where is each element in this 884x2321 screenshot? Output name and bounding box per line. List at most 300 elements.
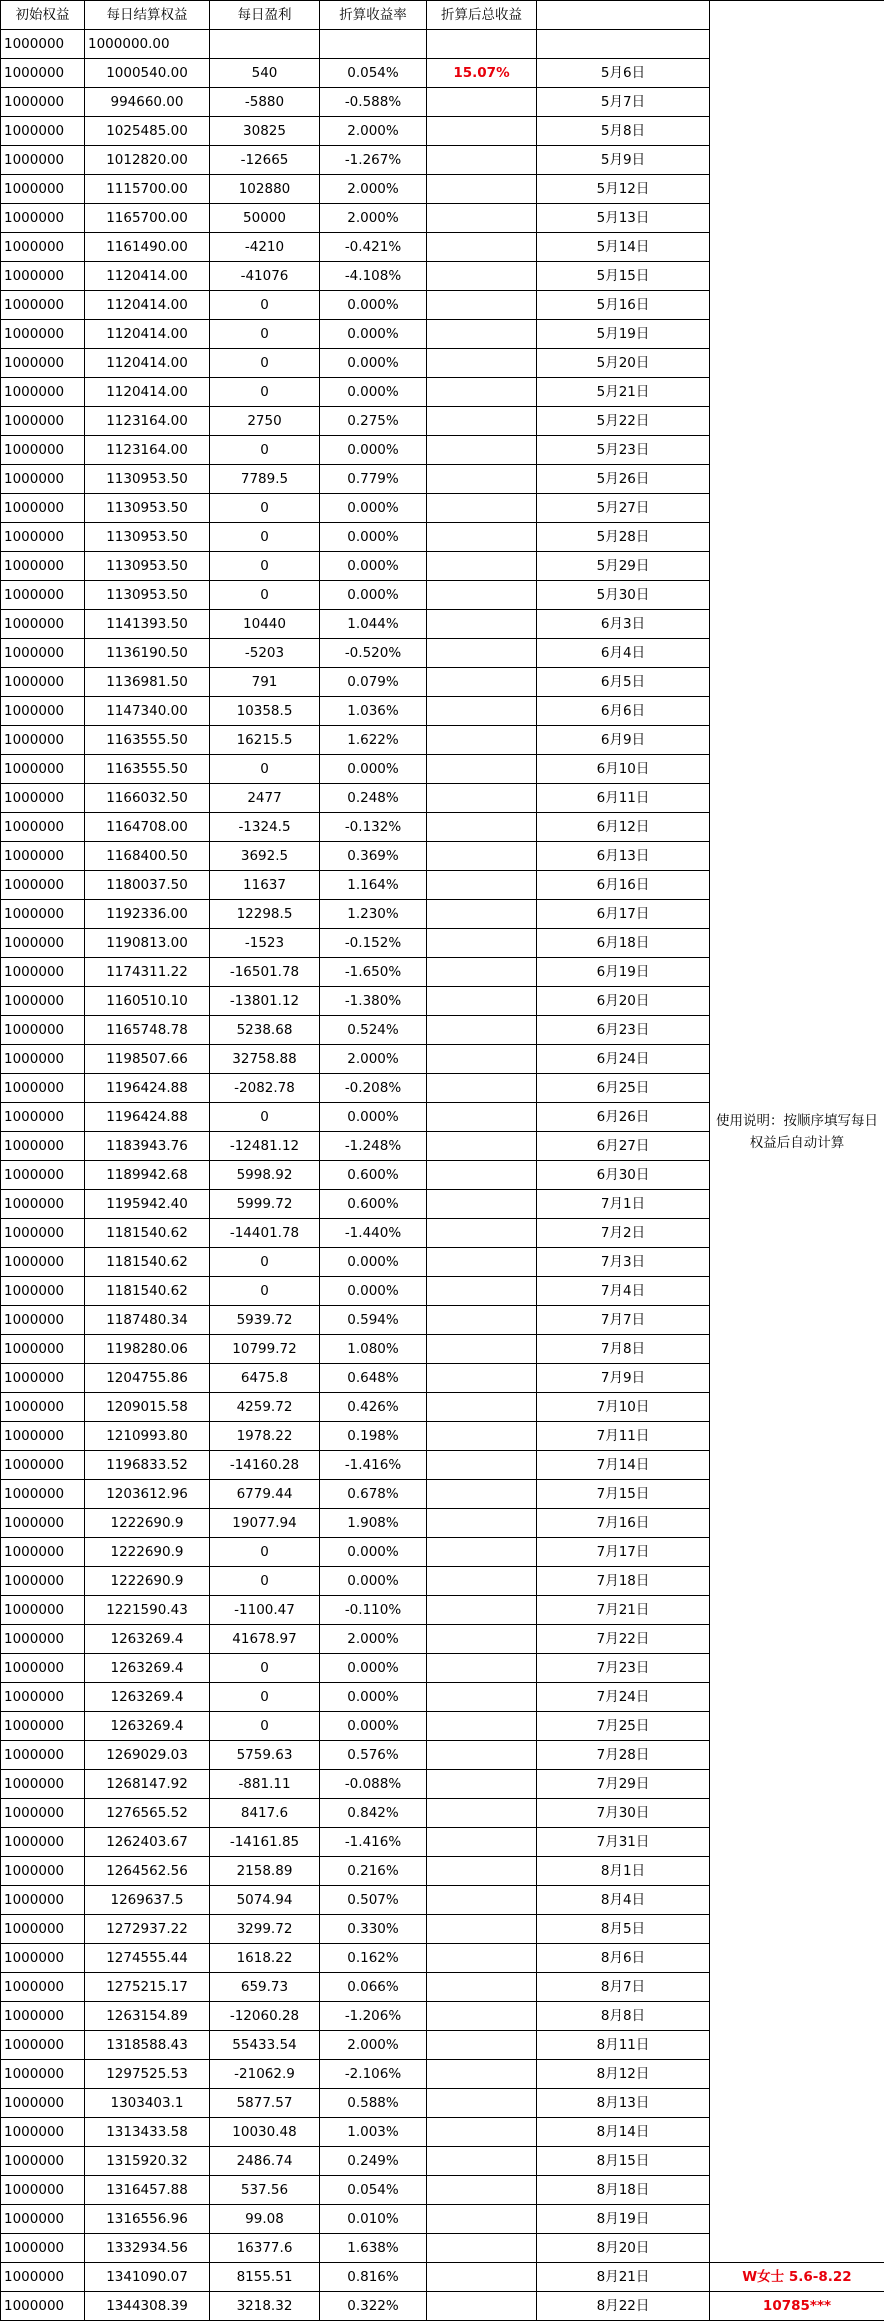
initial-equity-cell[interactable]: 1000000 bbox=[1, 726, 85, 755]
date-cell[interactable]: 5月23日 bbox=[537, 436, 710, 465]
profit-cell[interactable]: 0 bbox=[210, 1567, 320, 1596]
settled-equity-cell[interactable]: 1344308.39 bbox=[85, 2292, 210, 2321]
date-cell[interactable]: 7月15日 bbox=[537, 1480, 710, 1509]
date-cell[interactable]: 7月25日 bbox=[537, 1712, 710, 1741]
settled-equity-cell[interactable]: 1187480.34 bbox=[85, 1306, 210, 1335]
date-cell[interactable]: 5月6日 bbox=[537, 59, 710, 88]
return-rate-cell[interactable]: -1.380% bbox=[320, 987, 427, 1016]
settled-equity-cell[interactable]: 1303403.1 bbox=[85, 2089, 210, 2118]
settled-equity-cell[interactable]: 1316457.88 bbox=[85, 2176, 210, 2205]
total-return-cell[interactable] bbox=[427, 1277, 537, 1306]
date-cell[interactable]: 8月6日 bbox=[537, 1944, 710, 1973]
initial-equity-cell[interactable]: 1000000 bbox=[1, 117, 85, 146]
initial-equity-cell[interactable]: 1000000 bbox=[1, 1828, 85, 1857]
total-return-cell[interactable]: 15.07% bbox=[427, 59, 537, 88]
total-return-cell[interactable] bbox=[427, 813, 537, 842]
date-cell[interactable]: 6月26日 bbox=[537, 1103, 710, 1132]
profit-cell[interactable]: 5999.72 bbox=[210, 1190, 320, 1219]
total-return-cell[interactable] bbox=[427, 1654, 537, 1683]
total-return-cell[interactable] bbox=[427, 755, 537, 784]
settled-equity-cell[interactable]: 1147340.00 bbox=[85, 697, 210, 726]
initial-equity-cell[interactable]: 1000000 bbox=[1, 668, 85, 697]
date-cell[interactable]: 7月2日 bbox=[537, 1219, 710, 1248]
initial-equity-cell[interactable]: 1000000 bbox=[1, 88, 85, 117]
profit-cell[interactable]: -12060.28 bbox=[210, 2002, 320, 2031]
profit-cell[interactable]: -16501.78 bbox=[210, 958, 320, 987]
initial-equity-cell[interactable]: 1000000 bbox=[1, 1857, 85, 1886]
return-rate-cell[interactable]: -1.650% bbox=[320, 958, 427, 987]
initial-equity-cell[interactable]: 1000000 bbox=[1, 1161, 85, 1190]
date-cell[interactable]: 8月1日 bbox=[537, 1857, 710, 1886]
date-cell[interactable]: 7月4日 bbox=[537, 1277, 710, 1306]
total-return-cell[interactable] bbox=[427, 1422, 537, 1451]
initial-equity-cell[interactable]: 1000000 bbox=[1, 2118, 85, 2147]
settled-equity-cell[interactable]: 1275215.17 bbox=[85, 1973, 210, 2002]
total-return-cell[interactable] bbox=[427, 1248, 537, 1277]
initial-equity-cell[interactable]: 1000000 bbox=[1, 1944, 85, 1973]
total-return-cell[interactable] bbox=[427, 1886, 537, 1915]
initial-equity-cell[interactable]: 1000000 bbox=[1, 842, 85, 871]
settled-equity-cell[interactable]: 1120414.00 bbox=[85, 378, 210, 407]
total-return-cell[interactable] bbox=[427, 987, 537, 1016]
total-return-cell[interactable] bbox=[427, 1161, 537, 1190]
date-cell[interactable]: 8月20日 bbox=[537, 2234, 710, 2263]
date-cell[interactable]: 6月3日 bbox=[537, 610, 710, 639]
initial-equity-cell[interactable]: 1000000 bbox=[1, 1770, 85, 1799]
total-return-cell[interactable] bbox=[427, 146, 537, 175]
total-return-cell[interactable] bbox=[427, 1625, 537, 1654]
return-rate-cell[interactable]: 0.248% bbox=[320, 784, 427, 813]
settled-equity-cell[interactable]: 1263269.4 bbox=[85, 1683, 210, 1712]
total-return-cell[interactable] bbox=[427, 668, 537, 697]
settled-equity-cell[interactable]: 1181540.62 bbox=[85, 1248, 210, 1277]
initial-equity-cell[interactable]: 1000000 bbox=[1, 2176, 85, 2205]
total-return-cell[interactable] bbox=[427, 2234, 537, 2263]
return-rate-cell[interactable]: 0.010% bbox=[320, 2205, 427, 2234]
return-rate-cell[interactable]: -0.588% bbox=[320, 88, 427, 117]
settled-equity-cell[interactable]: 1130953.50 bbox=[85, 523, 210, 552]
total-return-cell[interactable] bbox=[427, 581, 537, 610]
header-initial-equity[interactable]: 初始权益 bbox=[1, 1, 85, 30]
total-return-cell[interactable] bbox=[427, 1770, 537, 1799]
date-cell[interactable]: 5月8日 bbox=[537, 117, 710, 146]
profit-cell[interactable]: 2486.74 bbox=[210, 2147, 320, 2176]
return-rate-cell[interactable]: -1.206% bbox=[320, 2002, 427, 2031]
initial-equity-cell[interactable]: 1000000 bbox=[1, 1567, 85, 1596]
date-cell[interactable]: 6月18日 bbox=[537, 929, 710, 958]
settled-equity-cell[interactable]: 1120414.00 bbox=[85, 291, 210, 320]
initial-equity-cell[interactable]: 1000000 bbox=[1, 262, 85, 291]
initial-equity-cell[interactable]: 1000000 bbox=[1, 1306, 85, 1335]
profit-cell[interactable]: 791 bbox=[210, 668, 320, 697]
return-rate-cell[interactable]: 1.908% bbox=[320, 1509, 427, 1538]
return-rate-cell[interactable]: 1.003% bbox=[320, 2118, 427, 2147]
profit-cell[interactable]: -1324.5 bbox=[210, 813, 320, 842]
total-return-cell[interactable] bbox=[427, 30, 537, 59]
settled-equity-cell[interactable]: 1123164.00 bbox=[85, 436, 210, 465]
total-return-cell[interactable] bbox=[427, 2147, 537, 2176]
profit-cell[interactable]: -5880 bbox=[210, 88, 320, 117]
settled-equity-cell[interactable]: 1000000.00 bbox=[85, 30, 210, 59]
date-cell[interactable]: 6月13日 bbox=[537, 842, 710, 871]
profit-cell[interactable]: 41678.97 bbox=[210, 1625, 320, 1654]
total-return-cell[interactable] bbox=[427, 1306, 537, 1335]
settled-equity-cell[interactable]: 1192336.00 bbox=[85, 900, 210, 929]
date-cell[interactable]: 5月15日 bbox=[537, 262, 710, 291]
return-rate-cell[interactable]: 0.000% bbox=[320, 523, 427, 552]
date-cell[interactable]: 8月18日 bbox=[537, 2176, 710, 2205]
total-return-cell[interactable] bbox=[427, 1480, 537, 1509]
date-cell[interactable]: 5月28日 bbox=[537, 523, 710, 552]
return-rate-cell[interactable]: 0.842% bbox=[320, 1799, 427, 1828]
date-cell[interactable]: 6月30日 bbox=[537, 1161, 710, 1190]
return-rate-cell[interactable]: 0.054% bbox=[320, 2176, 427, 2205]
total-return-cell[interactable] bbox=[427, 2263, 537, 2292]
initial-equity-cell[interactable]: 1000000 bbox=[1, 2147, 85, 2176]
date-cell[interactable]: 6月17日 bbox=[537, 900, 710, 929]
profit-cell[interactable]: -13801.12 bbox=[210, 987, 320, 1016]
settled-equity-cell[interactable]: 1222690.9 bbox=[85, 1509, 210, 1538]
return-rate-cell[interactable]: 0.216% bbox=[320, 1857, 427, 1886]
initial-equity-cell[interactable]: 1000000 bbox=[1, 987, 85, 1016]
profit-cell[interactable]: 0 bbox=[210, 320, 320, 349]
total-return-cell[interactable] bbox=[427, 117, 537, 146]
return-rate-cell[interactable]: -0.132% bbox=[320, 813, 427, 842]
profit-cell[interactable]: 55433.54 bbox=[210, 2031, 320, 2060]
total-return-cell[interactable] bbox=[427, 2176, 537, 2205]
total-return-cell[interactable] bbox=[427, 1219, 537, 1248]
settled-equity-cell[interactable]: 1196424.88 bbox=[85, 1103, 210, 1132]
total-return-cell[interactable] bbox=[427, 610, 537, 639]
header-daily-settled-equity[interactable]: 每日结算权益 bbox=[85, 1, 210, 30]
total-return-cell[interactable] bbox=[427, 523, 537, 552]
profit-cell[interactable]: -21062.9 bbox=[210, 2060, 320, 2089]
profit-cell[interactable]: 10358.5 bbox=[210, 697, 320, 726]
date-cell[interactable]: 5月16日 bbox=[537, 291, 710, 320]
settled-equity-cell[interactable]: 1268147.92 bbox=[85, 1770, 210, 1799]
return-rate-cell[interactable]: 0.000% bbox=[320, 581, 427, 610]
return-rate-cell[interactable]: 0.588% bbox=[320, 2089, 427, 2118]
initial-equity-cell[interactable]: 1000000 bbox=[1, 1132, 85, 1161]
profit-cell[interactable]: 5759.63 bbox=[210, 1741, 320, 1770]
profit-cell[interactable]: -2082.78 bbox=[210, 1074, 320, 1103]
return-rate-cell[interactable]: 2.000% bbox=[320, 2031, 427, 2060]
return-rate-cell[interactable]: 1.080% bbox=[320, 1335, 427, 1364]
initial-equity-cell[interactable]: 1000000 bbox=[1, 813, 85, 842]
profit-cell[interactable]: 0 bbox=[210, 291, 320, 320]
initial-equity-cell[interactable]: 1000000 bbox=[1, 1799, 85, 1828]
total-return-cell[interactable] bbox=[427, 929, 537, 958]
return-rate-cell[interactable]: -0.152% bbox=[320, 929, 427, 958]
return-rate-cell[interactable]: -0.208% bbox=[320, 1074, 427, 1103]
initial-equity-cell[interactable]: 1000000 bbox=[1, 581, 85, 610]
total-return-cell[interactable] bbox=[427, 958, 537, 987]
total-return-cell[interactable] bbox=[427, 2118, 537, 2147]
settled-equity-cell[interactable]: 1221590.43 bbox=[85, 1596, 210, 1625]
total-return-cell[interactable] bbox=[427, 1074, 537, 1103]
return-rate-cell[interactable]: 1.230% bbox=[320, 900, 427, 929]
initial-equity-cell[interactable]: 1000000 bbox=[1, 1886, 85, 1915]
return-rate-cell[interactable]: -1.440% bbox=[320, 1219, 427, 1248]
date-cell[interactable]: 7月16日 bbox=[537, 1509, 710, 1538]
initial-equity-cell[interactable]: 1000000 bbox=[1, 30, 85, 59]
settled-equity-cell[interactable]: 1120414.00 bbox=[85, 262, 210, 291]
total-return-cell[interactable] bbox=[427, 320, 537, 349]
total-return-cell[interactable] bbox=[427, 842, 537, 871]
profit-cell[interactable]: 5939.72 bbox=[210, 1306, 320, 1335]
initial-equity-cell[interactable]: 1000000 bbox=[1, 1393, 85, 1422]
initial-equity-cell[interactable]: 1000000 bbox=[1, 1364, 85, 1393]
total-return-cell[interactable] bbox=[427, 1741, 537, 1770]
profit-cell[interactable]: -14161.85 bbox=[210, 1828, 320, 1857]
profit-cell[interactable]: 1618.22 bbox=[210, 1944, 320, 1973]
initial-equity-cell[interactable]: 1000000 bbox=[1, 1973, 85, 2002]
date-cell[interactable]: 8月21日 bbox=[537, 2263, 710, 2292]
date-cell[interactable]: 8月5日 bbox=[537, 1915, 710, 1944]
profit-cell[interactable]: 3218.32 bbox=[210, 2292, 320, 2321]
settled-equity-cell[interactable]: 1166032.50 bbox=[85, 784, 210, 813]
profit-cell[interactable]: 12298.5 bbox=[210, 900, 320, 929]
date-cell[interactable]: 6月10日 bbox=[537, 755, 710, 784]
return-rate-cell[interactable]: -4.108% bbox=[320, 262, 427, 291]
total-return-cell[interactable] bbox=[427, 1190, 537, 1219]
profit-cell[interactable]: 10030.48 bbox=[210, 2118, 320, 2147]
initial-equity-cell[interactable]: 1000000 bbox=[1, 1625, 85, 1654]
settled-equity-cell[interactable]: 1297525.53 bbox=[85, 2060, 210, 2089]
return-rate-cell[interactable]: 2.000% bbox=[320, 117, 427, 146]
profit-cell[interactable]: 0 bbox=[210, 1654, 320, 1683]
settled-equity-cell[interactable]: 1272937.22 bbox=[85, 1915, 210, 1944]
profit-cell[interactable]: 50000 bbox=[210, 204, 320, 233]
initial-equity-cell[interactable]: 1000000 bbox=[1, 407, 85, 436]
initial-equity-cell[interactable]: 1000000 bbox=[1, 436, 85, 465]
header-return-rate[interactable]: 折算收益率 bbox=[320, 1, 427, 30]
total-return-cell[interactable] bbox=[427, 1828, 537, 1857]
settled-equity-cell[interactable]: 1161490.00 bbox=[85, 233, 210, 262]
settled-equity-cell[interactable]: 1181540.62 bbox=[85, 1219, 210, 1248]
settled-equity-cell[interactable]: 1210993.80 bbox=[85, 1422, 210, 1451]
settled-equity-cell[interactable]: 1190813.00 bbox=[85, 929, 210, 958]
return-rate-cell[interactable]: -2.106% bbox=[320, 2060, 427, 2089]
date-cell[interactable]: 7月21日 bbox=[537, 1596, 710, 1625]
date-cell[interactable]: 6月27日 bbox=[537, 1132, 710, 1161]
settled-equity-cell[interactable]: 1263269.4 bbox=[85, 1654, 210, 1683]
settled-equity-cell[interactable]: 1120414.00 bbox=[85, 349, 210, 378]
settled-equity-cell[interactable]: 1276565.52 bbox=[85, 1799, 210, 1828]
return-rate-cell[interactable]: 0.524% bbox=[320, 1016, 427, 1045]
date-cell[interactable]: 6月25日 bbox=[537, 1074, 710, 1103]
profit-cell[interactable] bbox=[210, 30, 320, 59]
date-cell[interactable]: 5月14日 bbox=[537, 233, 710, 262]
initial-equity-cell[interactable]: 1000000 bbox=[1, 175, 85, 204]
total-return-cell[interactable] bbox=[427, 494, 537, 523]
initial-equity-cell[interactable]: 1000000 bbox=[1, 929, 85, 958]
date-cell[interactable]: 5月9日 bbox=[537, 146, 710, 175]
date-cell[interactable]: 8月13日 bbox=[537, 2089, 710, 2118]
settled-equity-cell[interactable]: 1163555.50 bbox=[85, 726, 210, 755]
return-rate-cell[interactable]: 2.000% bbox=[320, 204, 427, 233]
return-rate-cell[interactable]: -0.110% bbox=[320, 1596, 427, 1625]
profit-cell[interactable]: 0 bbox=[210, 1248, 320, 1277]
profit-cell[interactable]: 0 bbox=[210, 1538, 320, 1567]
total-return-cell[interactable] bbox=[427, 1799, 537, 1828]
return-rate-cell[interactable]: 0.066% bbox=[320, 1973, 427, 2002]
date-cell[interactable]: 7月11日 bbox=[537, 1422, 710, 1451]
return-rate-cell[interactable]: 1.044% bbox=[320, 610, 427, 639]
profit-cell[interactable]: 8155.51 bbox=[210, 2263, 320, 2292]
initial-equity-cell[interactable]: 1000000 bbox=[1, 1480, 85, 1509]
profit-cell[interactable]: 16215.5 bbox=[210, 726, 320, 755]
profit-cell[interactable]: 10440 bbox=[210, 610, 320, 639]
settled-equity-cell[interactable]: 1000540.00 bbox=[85, 59, 210, 88]
settled-equity-cell[interactable]: 1269029.03 bbox=[85, 1741, 210, 1770]
date-cell[interactable]: 5月27日 bbox=[537, 494, 710, 523]
total-return-cell[interactable] bbox=[427, 2205, 537, 2234]
profit-cell[interactable]: 8417.6 bbox=[210, 1799, 320, 1828]
settled-equity-cell[interactable]: 1332934.56 bbox=[85, 2234, 210, 2263]
initial-equity-cell[interactable]: 1000000 bbox=[1, 1016, 85, 1045]
date-cell[interactable]: 7月30日 bbox=[537, 1799, 710, 1828]
initial-equity-cell[interactable]: 1000000 bbox=[1, 494, 85, 523]
settled-equity-cell[interactable]: 1174311.22 bbox=[85, 958, 210, 987]
return-rate-cell[interactable]: 0.594% bbox=[320, 1306, 427, 1335]
total-return-cell[interactable] bbox=[427, 465, 537, 494]
usage-note[interactable]: 使用说明：按顺序填写每日权益后自动计算 bbox=[710, 1, 884, 2263]
initial-equity-cell[interactable]: 1000000 bbox=[1, 1915, 85, 1944]
profit-cell[interactable]: 2750 bbox=[210, 407, 320, 436]
return-rate-cell[interactable]: 0.000% bbox=[320, 320, 427, 349]
total-return-cell[interactable] bbox=[427, 436, 537, 465]
profit-cell[interactable]: 0 bbox=[210, 1103, 320, 1132]
total-return-cell[interactable] bbox=[427, 1132, 537, 1161]
initial-equity-cell[interactable]: 1000000 bbox=[1, 233, 85, 262]
date-cell[interactable]: 5月22日 bbox=[537, 407, 710, 436]
settled-equity-cell[interactable]: 1222690.9 bbox=[85, 1538, 210, 1567]
return-rate-cell[interactable]: 0.275% bbox=[320, 407, 427, 436]
profit-cell[interactable]: 32758.88 bbox=[210, 1045, 320, 1074]
settled-equity-cell[interactable]: 1136981.50 bbox=[85, 668, 210, 697]
return-rate-cell[interactable]: 0.249% bbox=[320, 2147, 427, 2176]
profit-cell[interactable]: -14401.78 bbox=[210, 1219, 320, 1248]
initial-equity-cell[interactable]: 1000000 bbox=[1, 1683, 85, 1712]
initial-equity-cell[interactable]: 1000000 bbox=[1, 755, 85, 784]
profit-cell[interactable]: 3692.5 bbox=[210, 842, 320, 871]
date-cell[interactable]: 7月24日 bbox=[537, 1683, 710, 1712]
date-cell[interactable]: 8月7日 bbox=[537, 1973, 710, 2002]
return-rate-cell[interactable]: 0.600% bbox=[320, 1161, 427, 1190]
return-rate-cell[interactable]: 0.054% bbox=[320, 59, 427, 88]
initial-equity-cell[interactable]: 1000000 bbox=[1, 1596, 85, 1625]
settled-equity-cell[interactable]: 1196833.52 bbox=[85, 1451, 210, 1480]
initial-equity-cell[interactable]: 1000000 bbox=[1, 2292, 85, 2321]
date-cell[interactable]: 6月4日 bbox=[537, 639, 710, 668]
initial-equity-cell[interactable]: 1000000 bbox=[1, 1422, 85, 1451]
date-cell[interactable]: 6月23日 bbox=[537, 1016, 710, 1045]
profit-cell[interactable]: 5074.94 bbox=[210, 1886, 320, 1915]
settled-equity-cell[interactable]: 1164708.00 bbox=[85, 813, 210, 842]
total-return-cell[interactable] bbox=[427, 1596, 537, 1625]
initial-equity-cell[interactable]: 1000000 bbox=[1, 1045, 85, 1074]
date-cell[interactable]: 5月7日 bbox=[537, 88, 710, 117]
return-rate-cell[interactable]: 0.507% bbox=[320, 1886, 427, 1915]
initial-equity-cell[interactable]: 1000000 bbox=[1, 1538, 85, 1567]
initial-equity-cell[interactable]: 1000000 bbox=[1, 2002, 85, 2031]
settled-equity-cell[interactable]: 1263154.89 bbox=[85, 2002, 210, 2031]
total-return-cell[interactable] bbox=[427, 639, 537, 668]
profit-cell[interactable]: -881.11 bbox=[210, 1770, 320, 1799]
profit-cell[interactable]: 0 bbox=[210, 349, 320, 378]
settled-equity-cell[interactable]: 1130953.50 bbox=[85, 494, 210, 523]
settled-equity-cell[interactable]: 1318588.43 bbox=[85, 2031, 210, 2060]
return-rate-cell[interactable]: -0.088% bbox=[320, 1770, 427, 1799]
initial-equity-cell[interactable]: 1000000 bbox=[1, 2263, 85, 2292]
total-return-cell[interactable] bbox=[427, 2002, 537, 2031]
date-cell[interactable]: 7月1日 bbox=[537, 1190, 710, 1219]
settled-equity-cell[interactable]: 1316556.96 bbox=[85, 2205, 210, 2234]
profit-cell[interactable]: -4210 bbox=[210, 233, 320, 262]
settled-equity-cell[interactable]: 1141393.50 bbox=[85, 610, 210, 639]
settled-equity-cell[interactable]: 1130953.50 bbox=[85, 581, 210, 610]
settled-equity-cell[interactable]: 1136190.50 bbox=[85, 639, 210, 668]
header-daily-profit[interactable]: 每日盈利 bbox=[210, 1, 320, 30]
settled-equity-cell[interactable]: 1195942.40 bbox=[85, 1190, 210, 1219]
initial-equity-cell[interactable]: 1000000 bbox=[1, 2060, 85, 2089]
date-cell[interactable]: 8月8日 bbox=[537, 2002, 710, 2031]
date-cell[interactable]: 5月12日 bbox=[537, 175, 710, 204]
date-cell[interactable]: 7月31日 bbox=[537, 1828, 710, 1857]
header-date[interactable] bbox=[537, 1, 710, 30]
initial-equity-cell[interactable]: 1000000 bbox=[1, 1074, 85, 1103]
total-return-cell[interactable] bbox=[427, 1857, 537, 1886]
total-return-cell[interactable] bbox=[427, 349, 537, 378]
return-rate-cell[interactable]: 0.369% bbox=[320, 842, 427, 871]
initial-equity-cell[interactable]: 1000000 bbox=[1, 552, 85, 581]
return-rate-cell[interactable]: 0.000% bbox=[320, 1248, 427, 1277]
profit-cell[interactable]: 0 bbox=[210, 1277, 320, 1306]
settled-equity-cell[interactable]: 1189942.68 bbox=[85, 1161, 210, 1190]
date-cell[interactable]: 5月13日 bbox=[537, 204, 710, 233]
return-rate-cell[interactable]: -1.416% bbox=[320, 1451, 427, 1480]
profit-cell[interactable]: 7789.5 bbox=[210, 465, 320, 494]
total-return-cell[interactable] bbox=[427, 726, 537, 755]
profit-cell[interactable]: 0 bbox=[210, 1683, 320, 1712]
return-rate-cell[interactable]: 2.000% bbox=[320, 1045, 427, 1074]
profit-cell[interactable]: 0 bbox=[210, 755, 320, 784]
total-return-cell[interactable] bbox=[427, 1509, 537, 1538]
return-rate-cell[interactable]: 0.000% bbox=[320, 1538, 427, 1567]
return-rate-cell[interactable]: 0.000% bbox=[320, 349, 427, 378]
settled-equity-cell[interactable]: 1165748.78 bbox=[85, 1016, 210, 1045]
total-return-cell[interactable] bbox=[427, 1973, 537, 2002]
settled-equity-cell[interactable]: 1341090.07 bbox=[85, 2263, 210, 2292]
initial-equity-cell[interactable]: 1000000 bbox=[1, 523, 85, 552]
date-cell[interactable] bbox=[537, 30, 710, 59]
total-return-cell[interactable] bbox=[427, 1712, 537, 1741]
settled-equity-cell[interactable]: 1196424.88 bbox=[85, 1074, 210, 1103]
initial-equity-cell[interactable]: 1000000 bbox=[1, 1219, 85, 1248]
total-return-cell[interactable] bbox=[427, 871, 537, 900]
settled-equity-cell[interactable]: 1315920.32 bbox=[85, 2147, 210, 2176]
profit-cell[interactable]: 2158.89 bbox=[210, 1857, 320, 1886]
return-rate-cell[interactable]: -1.267% bbox=[320, 146, 427, 175]
return-rate-cell[interactable]: -1.416% bbox=[320, 1828, 427, 1857]
settled-equity-cell[interactable]: 1123164.00 bbox=[85, 407, 210, 436]
profit-cell[interactable]: -1523 bbox=[210, 929, 320, 958]
initial-equity-cell[interactable]: 1000000 bbox=[1, 1741, 85, 1770]
settled-equity-cell[interactable]: 1180037.50 bbox=[85, 871, 210, 900]
return-rate-cell[interactable]: 1.164% bbox=[320, 871, 427, 900]
return-rate-cell[interactable]: 0.000% bbox=[320, 494, 427, 523]
